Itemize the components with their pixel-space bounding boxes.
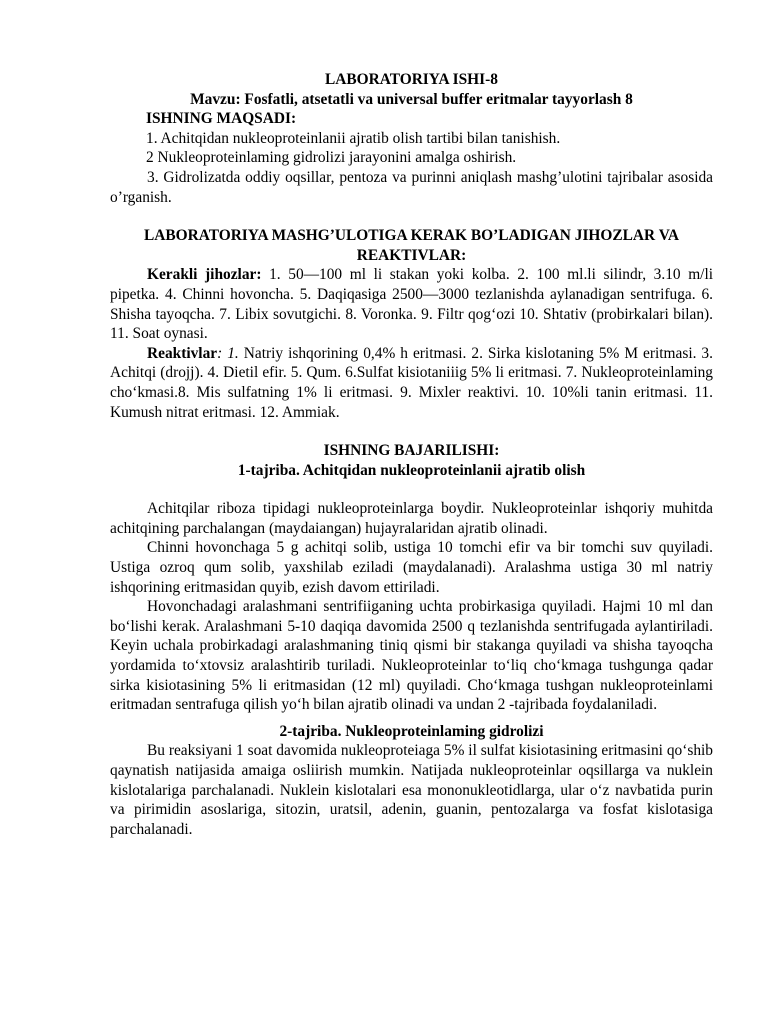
- experiment-2-heading: 2-tajriba. Nukleoproteinlaming gidrolizi: [279, 722, 544, 740]
- equipment-paragraph: [110, 265, 713, 343]
- document-title: LABORATORIYA ISHI-8: [325, 71, 498, 88]
- reagents-label: Reaktivlar: [147, 344, 218, 362]
- reagents-colon: : 1.: [217, 344, 239, 362]
- goal-item-3: 3. Gidrolizatda oddiy oqsillar, pentoza va purinni aniqlash mashg’ulotini tajribalar asosida o’rganish.: [110, 168, 713, 206]
- experiment-2-paragraph: Bu reaksiyani 1 soat davomida nukleoproteiaga 5% il sulfat kisiotasining eritmasini qo‘shib qaynatish natijasida amaiga osliirish mumkin. Natijada nukleoproteinlar oqsillarga va nuklein kislotalariga parchalanadi. Nuklein kislotalari esa mononukleotidlarga, ular o‘z navbatida purin va pirimidin asoslariga, sitozin, uratsil, adenin, guanin, pentozalarga va fosfat kislotasiga parchalanadi.: [110, 742, 713, 838]
- goal-heading: ISHNING MAQSADI:: [146, 110, 297, 128]
- goal-item-2: 2 Nukleoproteinlaming gidrolizi jarayonini amalga oshirish.: [146, 149, 517, 167]
- equipment-text: 1. 50—100 ml li stakan yoki kolba. 2. 100 ml.li silindr, 3.10 m/li pipetka. 4. Chinni hovoncha. 5. Daqiqasiga 2500—3000 tezlanishda aylanadigan sentrifuga. 6. Shisha tayoqcha. 7. Libix sovutgichi. 8. Voronka. 9. Filtr qog‘ozi 10. Shtativ (probirkalari bilan). 11. Soat oynasi.: [110, 266, 714, 343]
- experiment-1-heading: 1-tajriba. Achitqidan nukleoproteinlanii ajratib olish: [237, 461, 586, 479]
- experiment-1-paragraph-2: Chinni hovonchaga 5 g achitqi solib, ustiga 10 tomchi efir va bir tomchi suv quyiladi. Ustiga ozroq qum solib, yaxshilab eziladi (maydalanadi). Aralashma ustiga 30 ml natriy ishqorining eritmasidan quyib, ezish davom ettiriladi.: [110, 539, 713, 596]
- reagents-paragraph: [110, 344, 713, 422]
- experiment-1-paragraph-1: Achitqilar riboza tipidagi nukleoproteinlarga boydir. Nukleoproteinlar ishqoriy muhitda achitqining parchalangan (maydaiangan) hujayralaridan ajratib olinadi.: [110, 500, 713, 537]
- procedure-heading: ISHNING BAJARILISHI:: [323, 442, 500, 460]
- goal-item-1: 1. Achitqidan nukleoproteinlanii ajratib olish tartibi bilan tanishish.: [146, 129, 561, 147]
- equipment-heading: LABORATORIYA MASHG’ULOTIGA KERAK BO’LADIGAN JIHOZLAR VA REAKTIVLAR:: [144, 227, 679, 264]
- reagents-text: Natriy ishqorining 0,4% h eritmasi. 2. Sirka kislotaning 5% M eritmasi. 3. Achitqi (drojj). 4. Dietil efir. 5. Qum. 6.Sulfat kisiotaniiig 5% li eritmasi. 7. Nukleoproteinlaming cho‘kmasi.8. Mis sulfatning 1% li eritmasi. 9. Mixler reaktivi. 10. 10%li tanin eritmasi. 11. Kumush nitrat eritmasi. 12. Ammiak.: [110, 344, 713, 421]
- equipment-label: Kerakli jihozlar:: [147, 266, 262, 284]
- experiment-1-paragraph-3: Hovonchadagi aralashmani sentrifiiganing uchta probirkasiga quyiladi. Hajmi 10 ml dan bo‘lishi kerak. Aralashmani 5-10 daqiqa davomida 2500 q tezlanishda sentrifugada aylantiriladi. Keyin uchala probirkadagi aralashmaning tiniq qismi bir stakanga quyiladi va shisha tayoqcha yordamida to‘xtovsiz aralashtirib turiladi. Nukleoproteinlar to‘liq cho‘kmaga tushgunga qadar sirka kisiotasining 5% li eritmasidan (12 ml) quyiladi. Cho‘kmaga tushgan nukleoproteinlami eritmadan sentrafuga qilish yo‘h bilan ajratib olinadi va undan 2 -tajribada foydalaniladi.: [110, 598, 713, 714]
- topic-line: Mavzu: Fosfatli, atsetatli va universal buffer eritmalar tayyorlash 8: [190, 90, 633, 108]
- document-body: [110, 70, 713, 839]
